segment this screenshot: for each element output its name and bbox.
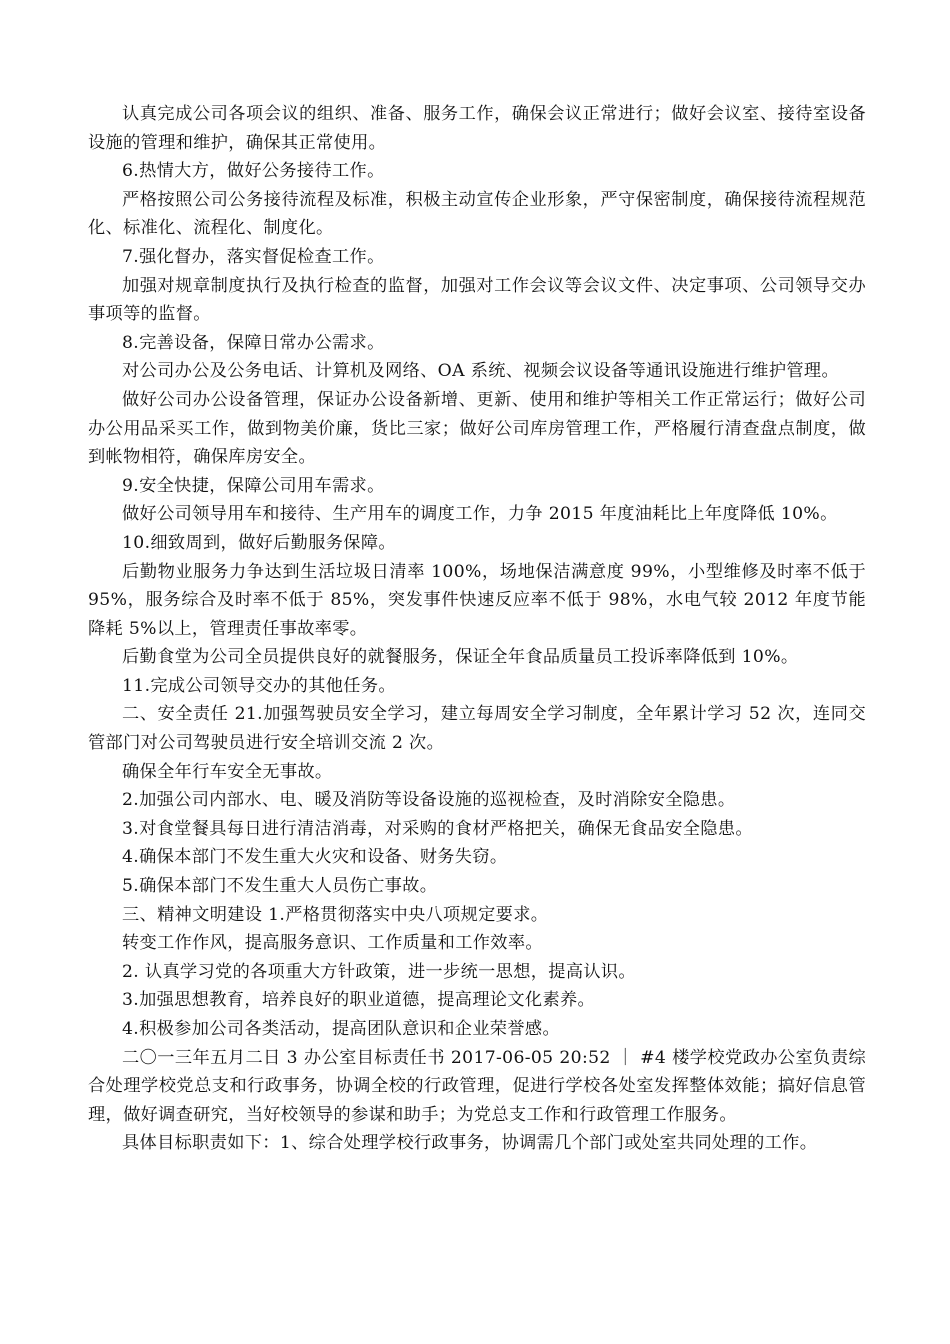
paragraph: 11.完成公司领导交办的其他任务。: [122, 675, 396, 696]
paragraph: 3.加强思想教育，培养良好的职业道德，提高理论文化素养。: [122, 990, 596, 1011]
paragraph: 二〇一三年五月二日 3 办公室目标责任书 2017-06-05 20:52 ｜ #4 楼学校党政办公室负责综合处理学校党总支和行政事务，协调全校的行政管理，促进行学校各处室发挥整体效能；搞好信息管理，做好调查研究，当好校领导的参谋和助手；为党总支工作和行政管理工作服务。: [88, 1047, 866, 1125]
paragraph: 二、安全责任 21.加强驾驶员安全学习，建立每周安全学习制度，全年累计学习 52 次，连同交管部门对公司驾驶员进行安全培训交流 2 次。: [88, 704, 866, 754]
paragraph: 后勤物业服务力争达到生活垃圾日清率 100%，场地保洁满意度 99%，小型维修及时率不低于 95%，服务综合及时率不低于 85%，突发事件快速反应率不低于 98%，水电气较 2012 年度节能降耗 5%以上，管理责任事故率零。: [88, 561, 866, 639]
document-page: [88, 100, 866, 1158]
paragraph: 加强对规章制度执行及执行检查的监督，加强对工作会议等会议文件、决定事项、公司领导交办事项等的监督。: [88, 275, 866, 325]
paragraph: 2.加强公司内部水、电、暖及消防等设备设施的巡视检查，及时消除安全隐患。: [122, 790, 736, 811]
paragraph: 具体目标职责如下：1、综合处理学校行政事务，协调需几个部门或处室共同处理的工作。: [122, 1133, 818, 1154]
paragraph: 2. 认真学习党的各项重大方针政策，进一步统一思想，提高认识。: [122, 961, 636, 982]
paragraph: 4.积极参加公司各类活动，提高团队意识和企业荣誉感。: [122, 1019, 561, 1039]
paragraph: 6.热情大方，做好公务接待工作。: [122, 161, 385, 182]
paragraph: 后勤食堂为公司全员提供良好的就餐服务，保证全年食品质量员工投诉率降低到 10%。: [122, 647, 799, 668]
paragraph: 确保全年行车安全无事故。: [122, 761, 333, 782]
paragraph: 4.确保本部门不发生重大火灾和设备、财务失窃。: [122, 847, 508, 868]
paragraph: 3.对食堂餐具每日进行清洁消毒，对采购的食材严格把关，确保无食品安全隐患。: [122, 818, 753, 839]
paragraph: 转变工作作风，提高服务意识、工作质量和工作效率。: [122, 933, 543, 954]
paragraph: 7.强化督办，落实督促检查工作。: [122, 246, 385, 267]
paragraph: 认真完成公司各项会议的组织、准备、服务工作，确保会议正常进行；做好会议室、接待室设备设施的管理和维护，确保其正常使用。: [88, 104, 866, 153]
paragraph: 对公司办公及公务电话、计算机及网络、OA 系统、视频会议设备等通讯设施进行维护管理。: [122, 361, 839, 382]
paragraph: 三、精神文明建设 1.严格贯彻落实中央八项规定要求。: [122, 904, 549, 925]
paragraph: 8.完善设备，保障日常办公需求。: [122, 332, 385, 353]
paragraph: 5.确保本部门不发生重大人员伤亡事故。: [122, 876, 438, 897]
paragraph: 10.细致周到，做好后勤服务保障。: [122, 532, 396, 553]
paragraph: 做好公司领导用车和接待、生产用车的调度工作，力争 2015 年度油耗比上年度降低 10%。: [122, 504, 838, 525]
paragraph: 做好公司办公设备管理，保证办公设备新增、更新、使用和维护等相关工作正常运行；做好公司办公用品采买工作，做到物美价廉，货比三家；做好公司库房管理工作，严格履行清查盘点制度，做到帐物相符，确保库房安全。: [88, 389, 866, 468]
paragraph: 9.安全快捷，保障公司用车需求。: [122, 475, 385, 496]
paragraph: 严格按照公司公务接待流程及标准，积极主动宣传企业形象，严守保密制度，确保接待流程规范化、标准化、流程化、制度化。: [88, 189, 866, 239]
